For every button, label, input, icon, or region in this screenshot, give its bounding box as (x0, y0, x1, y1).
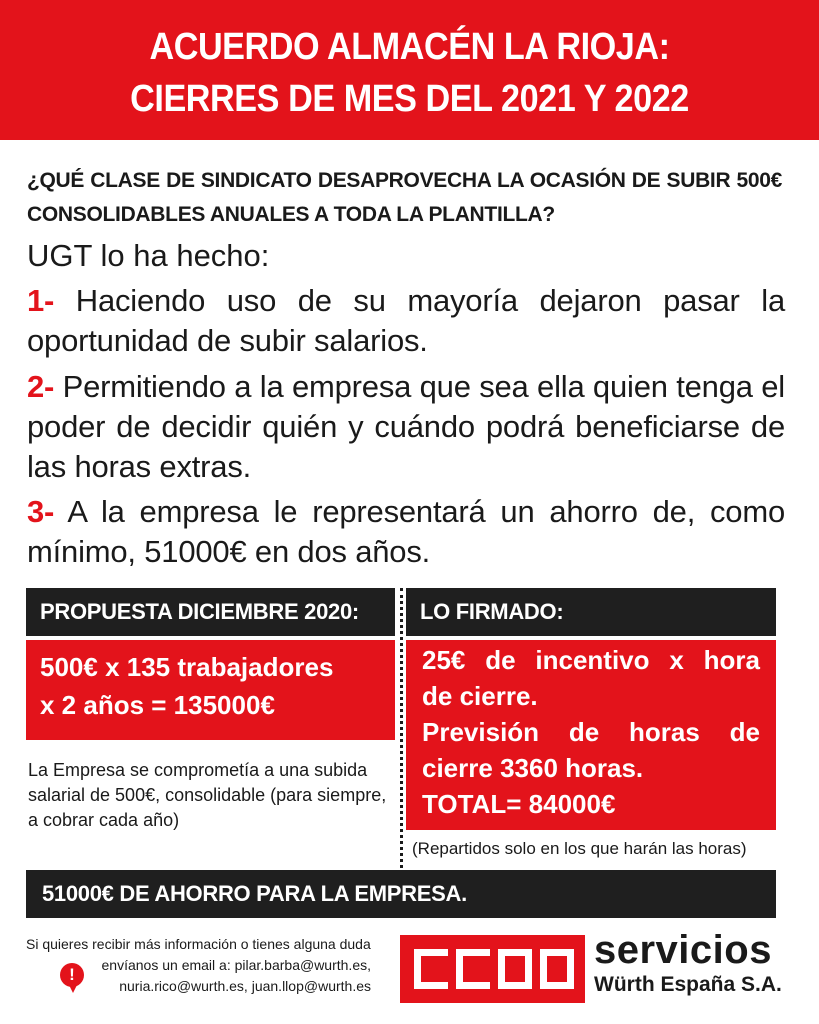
contact-line1: Si quieres recibir más información o tienes alguna duda (26, 936, 371, 952)
signed-line2: de cierre. (422, 681, 538, 711)
brand-name: servicios (594, 928, 772, 972)
exclamation-bubble-icon: ! (60, 963, 84, 987)
proposal-box (26, 640, 395, 740)
point-3 (27, 492, 785, 572)
signed-line1: 25€ de incentivo x hora (422, 645, 760, 675)
point-number: 2- (27, 369, 55, 404)
header-title-line2: CIERRES DE MES DEL 2021 Y 2022 (130, 78, 689, 120)
signed-total: TOTAL= 84000€ (422, 789, 616, 819)
brand-block (594, 928, 794, 998)
signed-title: LO FIRMADO: (406, 588, 776, 636)
contact-line3: nuria.rico@wurth.es, juan.llop@wurth.es (119, 978, 371, 994)
point-1 (27, 281, 785, 361)
signed-note: (Repartidos solo en los que harán las horas) (412, 839, 747, 858)
point-2 (27, 367, 785, 487)
question-heading: ¿QUÉ CLASE DE SINDICATO DESAPROVECHA LA OCASIÓN DE SUBIR 500€ CONSOLIDABLES ANUALES A TODA LA PLANTILLA? (27, 169, 782, 226)
proposal-line1: 500€ x 135 trabajadores (40, 652, 334, 682)
contact-line2: envíanos un email a: pilar.barba@wurth.es, (101, 957, 371, 973)
point-text: Permitiendo a la empresa que sea ella quien tenga el poder de decidir quién y cuándo podrá beneficiarse de las horas extras. (27, 369, 785, 484)
proposal-note: La Empresa se comprometía a una subida salarial de 500€, consolidable (para siempre, a cobrar cada año) (28, 760, 387, 830)
signed-line4: cierre 3360 horas. (422, 753, 644, 783)
dotted-divider (400, 588, 403, 868)
ccoo-logo-graphic (400, 935, 585, 1003)
lead-text: UGT lo ha hecho: (27, 238, 270, 273)
point-text: Haciendo uso de su mayoría dejaron pasar la oportunidad de subir salarios. (27, 283, 785, 358)
proposal-line2: x 2 años = 135000€ (40, 690, 275, 720)
point-text: A la empresa le representará un ahorro de, como mínimo, 51000€ en dos años. (27, 494, 786, 569)
ccoo-logo (400, 935, 585, 1003)
savings-banner: 51000€ DE AHORRO PARA LA EMPRESA. (26, 870, 776, 918)
point-number: 1- (27, 283, 55, 318)
proposal-title: PROPUESTA DICIEMBRE 2020: (26, 588, 395, 636)
header-banner (0, 0, 819, 140)
point-number: 3- (27, 494, 55, 529)
signed-box (406, 640, 776, 830)
brand-company: Würth España S.A. (594, 973, 782, 996)
header-title-line1: ACUERDO ALMACÉN LA RIOJA: (149, 26, 670, 68)
signed-line3: Previsión de horas de (422, 717, 760, 747)
